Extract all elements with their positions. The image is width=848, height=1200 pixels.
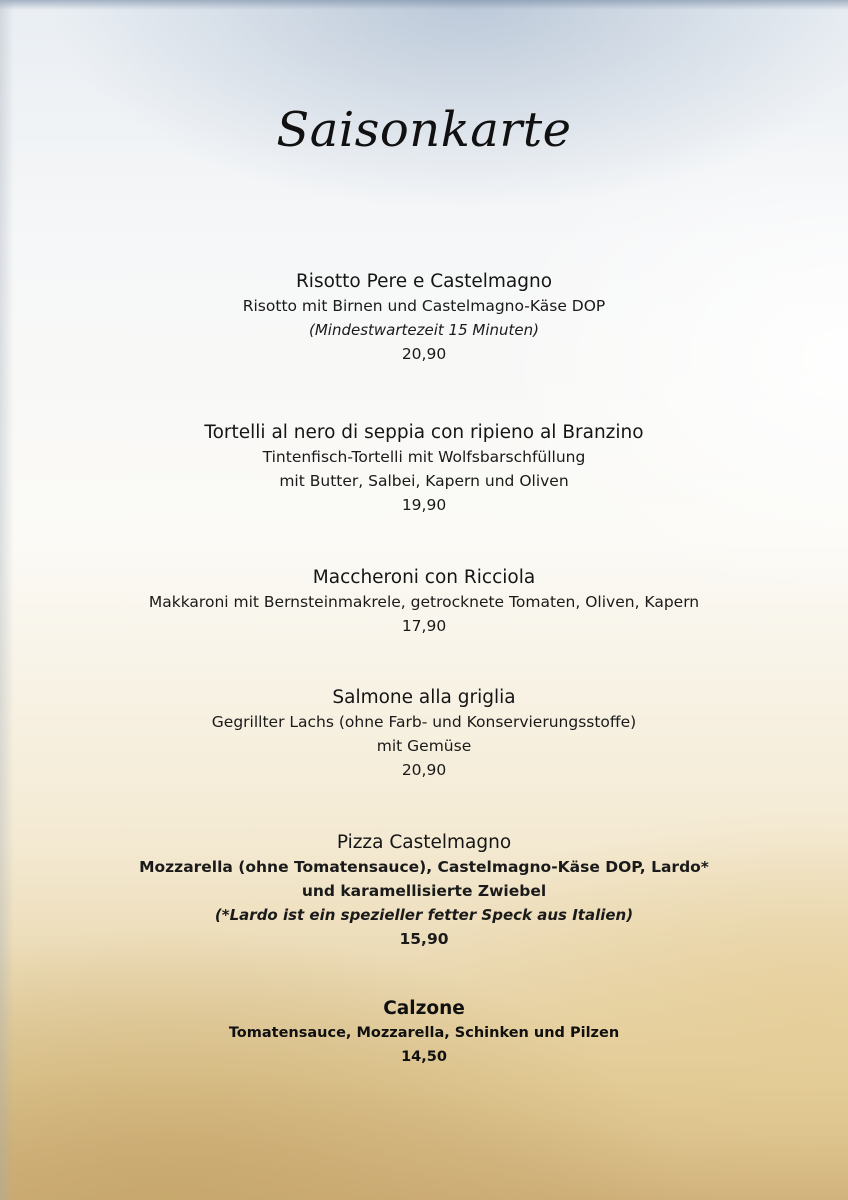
- dish-name: Pizza Castelmagno: [336, 832, 512, 853]
- dish-note: (Mindestwartezeit 15 Minuten): [308, 321, 540, 339]
- dish-description: Risotto mit Birnen und Castelmagno-Käse DOP: [242, 297, 606, 315]
- dish-note: (*Lardo ist ein spezieller fetter Speck aus Italien): [214, 906, 634, 924]
- menu-item-tortelli: [20, 421, 828, 517]
- dish-description: Gegrillter Lachs (ohne Farb- und Konservierungsstoffe): [211, 713, 637, 731]
- menu-item-maccheroni: [20, 566, 828, 638]
- dish-description: mit Gemüse: [376, 737, 472, 755]
- dish-price: 15,90: [399, 930, 449, 948]
- dish-name: Risotto Pere e Castelmagno: [295, 271, 553, 292]
- dish-price: 14,50: [401, 1049, 447, 1065]
- dish-name: Calzone: [383, 998, 465, 1019]
- dish-name: Tortelli al nero di seppia con ripieno al Branzino: [204, 422, 644, 443]
- dish-price: 20,90: [401, 761, 447, 779]
- menu-title: Saisonkarte: [276, 102, 572, 158]
- dish-description: Makkaroni mit Bernsteinmakrele, getrocknete Tomaten, Oliven, Kapern: [148, 593, 700, 611]
- dish-price: 17,90: [401, 617, 447, 635]
- menu-item-calzone: [20, 997, 828, 1069]
- photo-left-edge: [0, 0, 14, 1200]
- dish-name: Salmone alla griglia: [332, 687, 516, 708]
- dish-description: Tomatensauce, Mozzarella, Schinken und Pilzen: [228, 1025, 620, 1041]
- photo-top-edge: [0, 0, 848, 10]
- menu-item-risotto: [20, 270, 828, 366]
- dish-name: Maccheroni con Ricciola: [312, 567, 536, 588]
- dish-price: 19,90: [401, 496, 447, 514]
- menu-item-salmone: [20, 686, 828, 782]
- dish-description: Tintenfisch-Tortelli mit Wolfsbarschfüllung: [262, 448, 586, 466]
- dish-description: mit Butter, Salbei, Kapern und Oliven: [279, 472, 569, 490]
- dish-description: Mozzarella (ohne Tomatensauce), Castelmagno-Käse DOP, Lardo*: [139, 858, 709, 876]
- menu-item-pizza-castelmagno: [20, 831, 828, 951]
- dish-description: und karamellisierte Zwiebel: [301, 882, 547, 900]
- dish-price: 20,90: [401, 345, 447, 363]
